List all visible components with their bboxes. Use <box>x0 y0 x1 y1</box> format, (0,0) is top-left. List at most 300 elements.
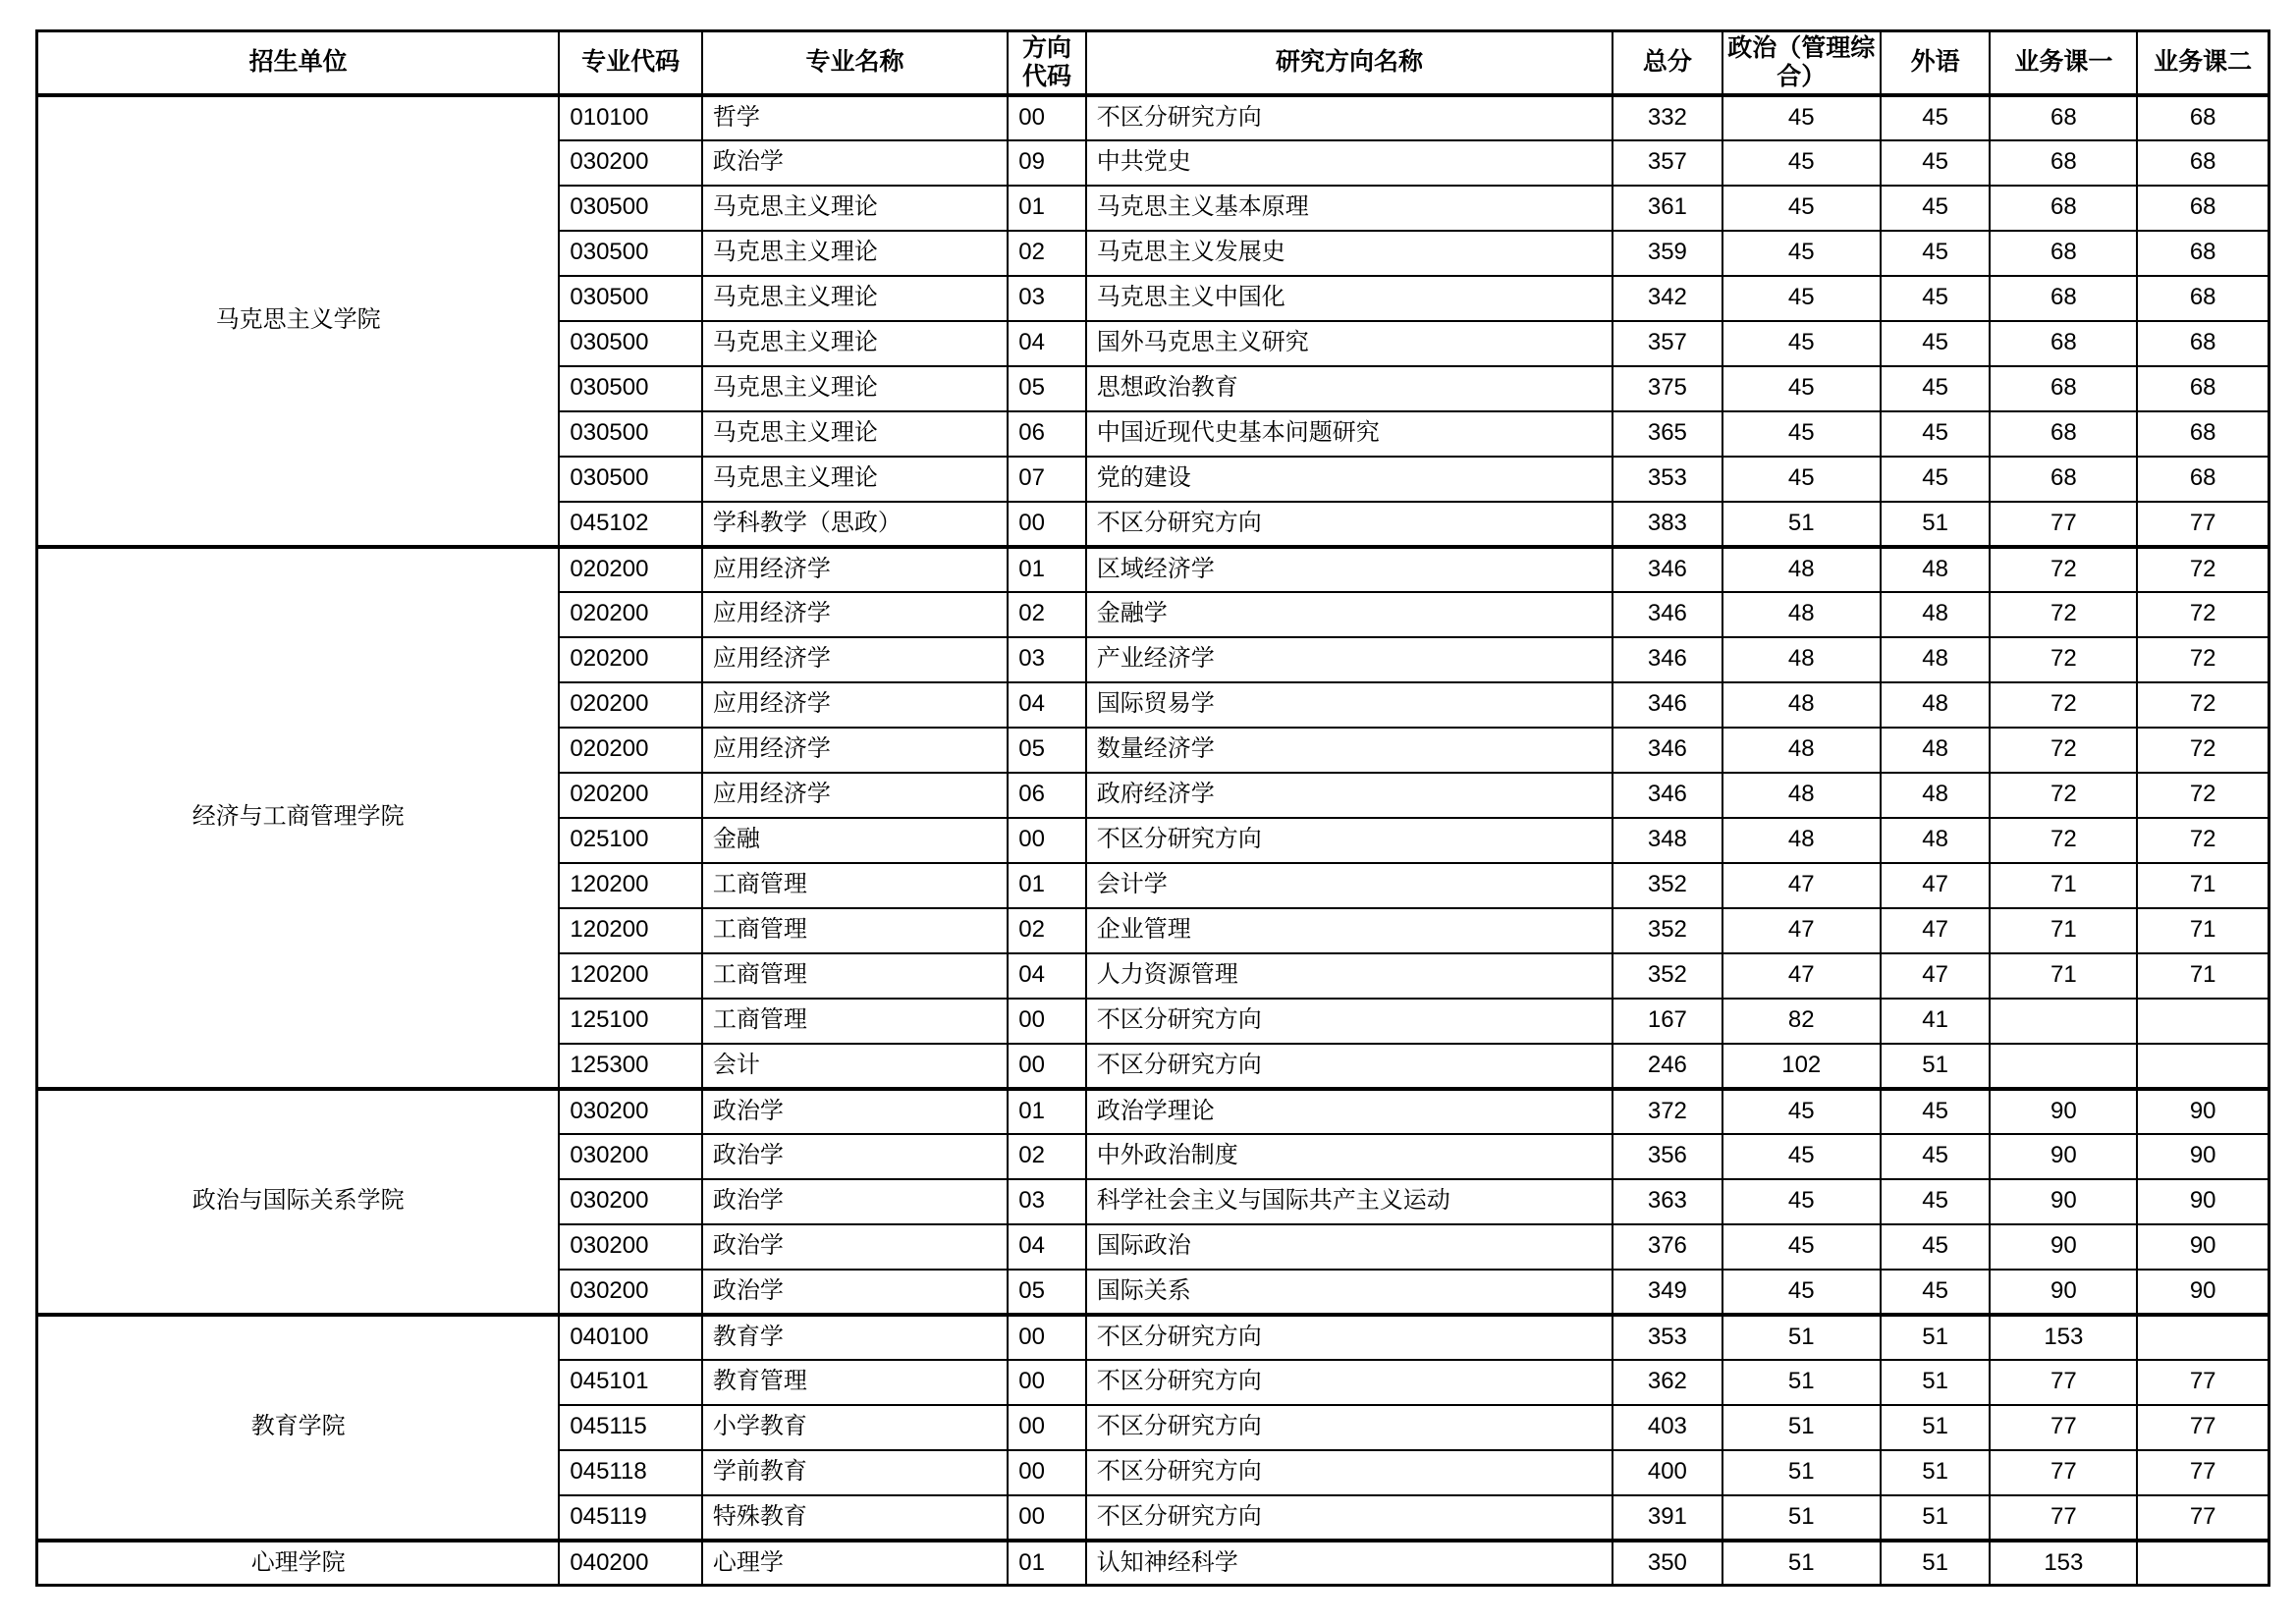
course-two-score-cell: 68 <box>2137 140 2269 186</box>
politics-score-cell: 47 <box>1722 863 1881 908</box>
foreign-language-score-cell: 45 <box>1881 276 1990 321</box>
total-score-cell: 383 <box>1613 502 1722 547</box>
table-row <box>37 1089 2269 1134</box>
direction-code-cell: 00 <box>1008 999 1086 1044</box>
header-major-code: 专业代码 <box>559 31 701 95</box>
direction-name-cell: 马克思主义基本原理 <box>1086 186 1613 231</box>
politics-score-cell: 82 <box>1722 999 1881 1044</box>
course-one-score-cell: 68 <box>1990 186 2137 231</box>
direction-code-cell: 00 <box>1008 818 1086 863</box>
major-name-cell: 政治学 <box>702 140 1008 186</box>
major-code-cell: 020200 <box>559 773 701 818</box>
politics-score-cell: 45 <box>1722 95 1881 140</box>
direction-code-cell: 01 <box>1008 863 1086 908</box>
foreign-language-score-cell: 47 <box>1881 908 1990 953</box>
course-one-score-cell: 77 <box>1990 1450 2137 1495</box>
major-name-cell: 特殊教育 <box>702 1495 1008 1541</box>
total-score-cell: 332 <box>1613 95 1722 140</box>
politics-score-cell: 51 <box>1722 502 1881 547</box>
header-major-name: 专业名称 <box>702 31 1008 95</box>
admission-unit-cell: 教育学院 <box>37 1315 560 1541</box>
direction-name-cell: 不区分研究方向 <box>1086 999 1613 1044</box>
direction-name-cell: 企业管理 <box>1086 908 1613 953</box>
course-one-score-cell: 153 <box>1990 1315 2137 1360</box>
course-one-score-cell: 68 <box>1990 95 2137 140</box>
total-score-cell: 346 <box>1613 773 1722 818</box>
course-one-score-cell: 90 <box>1990 1179 2137 1224</box>
direction-code-cell: 04 <box>1008 1224 1086 1270</box>
direction-name-cell: 国际政治 <box>1086 1224 1613 1270</box>
major-name-cell: 应用经济学 <box>702 637 1008 682</box>
foreign-language-score-cell: 45 <box>1881 231 1990 276</box>
total-score-cell: 372 <box>1613 1089 1722 1134</box>
direction-code-cell: 04 <box>1008 953 1086 999</box>
course-two-score-cell: 90 <box>2137 1089 2269 1134</box>
major-name-cell: 马克思主义理论 <box>702 366 1008 411</box>
foreign-language-score-cell: 51 <box>1881 1495 1990 1541</box>
course-one-score-cell: 153 <box>1990 1541 2137 1586</box>
major-code-cell: 120200 <box>559 863 701 908</box>
direction-code-cell: 01 <box>1008 547 1086 592</box>
major-name-cell: 工商管理 <box>702 999 1008 1044</box>
politics-score-cell: 51 <box>1722 1405 1881 1450</box>
course-one-score-cell: 90 <box>1990 1089 2137 1134</box>
direction-code-cell: 02 <box>1008 908 1086 953</box>
course-one-score-cell: 68 <box>1990 321 2137 366</box>
course-two-score-cell: 71 <box>2137 863 2269 908</box>
major-code-cell: 030200 <box>559 1224 701 1270</box>
table-row <box>37 95 2269 140</box>
foreign-language-score-cell: 48 <box>1881 547 1990 592</box>
course-two-score-cell: 72 <box>2137 682 2269 728</box>
total-score-cell: 357 <box>1613 140 1722 186</box>
foreign-language-score-cell: 45 <box>1881 366 1990 411</box>
politics-score-cell: 45 <box>1722 1134 1881 1179</box>
major-name-cell: 工商管理 <box>702 953 1008 999</box>
table-header <box>37 31 2269 95</box>
direction-name-cell: 不区分研究方向 <box>1086 1360 1613 1405</box>
direction-name-cell: 国外马克思主义研究 <box>1086 321 1613 366</box>
politics-score-cell: 51 <box>1722 1541 1881 1586</box>
header-foreign-language: 外语 <box>1881 31 1990 95</box>
major-name-cell: 心理学 <box>702 1541 1008 1586</box>
major-name-cell: 工商管理 <box>702 863 1008 908</box>
foreign-language-score-cell: 48 <box>1881 818 1990 863</box>
total-score-cell: 167 <box>1613 999 1722 1044</box>
total-score-cell: 346 <box>1613 592 1722 637</box>
header-admission-unit: 招生单位 <box>37 31 560 95</box>
admission-unit-cell: 经济与工商管理学院 <box>37 547 560 1089</box>
course-one-score-cell: 77 <box>1990 1360 2137 1405</box>
course-two-score-cell: 72 <box>2137 637 2269 682</box>
total-score-cell: 357 <box>1613 321 1722 366</box>
direction-name-cell: 政府经济学 <box>1086 773 1613 818</box>
major-name-cell: 哲学 <box>702 95 1008 140</box>
course-one-score-cell: 68 <box>1990 276 2137 321</box>
direction-code-cell: 00 <box>1008 1405 1086 1450</box>
foreign-language-score-cell: 45 <box>1881 140 1990 186</box>
direction-code-cell: 09 <box>1008 140 1086 186</box>
direction-name-cell: 不区分研究方向 <box>1086 1450 1613 1495</box>
major-name-cell: 应用经济学 <box>702 547 1008 592</box>
direction-code-cell: 00 <box>1008 95 1086 140</box>
major-code-cell: 045119 <box>559 1495 701 1541</box>
table-row <box>37 1541 2269 1586</box>
direction-name-cell: 不区分研究方向 <box>1086 1405 1613 1450</box>
major-name-cell: 金融 <box>702 818 1008 863</box>
major-name-cell: 马克思主义理论 <box>702 186 1008 231</box>
major-code-cell: 125300 <box>559 1044 701 1089</box>
total-score-cell: 346 <box>1613 637 1722 682</box>
total-score-cell: 246 <box>1613 1044 1722 1089</box>
course-one-score-cell: 72 <box>1990 728 2137 773</box>
major-name-cell: 马克思主义理论 <box>702 276 1008 321</box>
politics-score-cell: 48 <box>1722 637 1881 682</box>
major-code-cell: 040100 <box>559 1315 701 1360</box>
course-two-score-cell: 68 <box>2137 411 2269 457</box>
total-score-cell: 352 <box>1613 908 1722 953</box>
major-code-cell: 020200 <box>559 682 701 728</box>
total-score-cell: 375 <box>1613 366 1722 411</box>
direction-code-cell: 02 <box>1008 231 1086 276</box>
politics-score-cell: 47 <box>1722 953 1881 999</box>
foreign-language-score-cell: 48 <box>1881 592 1990 637</box>
politics-score-cell: 47 <box>1722 908 1881 953</box>
foreign-language-score-cell: 45 <box>1881 1179 1990 1224</box>
course-one-score-cell: 72 <box>1990 818 2137 863</box>
course-one-score-cell: 68 <box>1990 140 2137 186</box>
direction-name-cell: 会计学 <box>1086 863 1613 908</box>
course-two-score-cell: 72 <box>2137 818 2269 863</box>
major-name-cell: 政治学 <box>702 1134 1008 1179</box>
major-code-cell: 030500 <box>559 231 701 276</box>
politics-score-cell: 45 <box>1722 321 1881 366</box>
politics-score-cell: 45 <box>1722 411 1881 457</box>
foreign-language-score-cell: 47 <box>1881 953 1990 999</box>
course-one-score-cell: 72 <box>1990 637 2137 682</box>
foreign-language-score-cell: 48 <box>1881 682 1990 728</box>
direction-code-cell: 00 <box>1008 1360 1086 1405</box>
total-score-cell: 391 <box>1613 1495 1722 1541</box>
course-two-score-cell <box>2137 1044 2269 1089</box>
direction-code-cell: 06 <box>1008 411 1086 457</box>
major-name-cell: 应用经济学 <box>702 682 1008 728</box>
direction-name-cell: 不区分研究方向 <box>1086 95 1613 140</box>
major-code-cell: 120200 <box>559 953 701 999</box>
direction-code-cell: 00 <box>1008 1044 1086 1089</box>
course-two-score-cell: 68 <box>2137 186 2269 231</box>
course-two-score-cell: 68 <box>2137 457 2269 502</box>
direction-name-cell: 产业经济学 <box>1086 637 1613 682</box>
header-direction-code: 方向代码 <box>1008 31 1086 95</box>
direction-code-cell: 06 <box>1008 773 1086 818</box>
direction-name-cell: 不区分研究方向 <box>1086 502 1613 547</box>
header-total-score: 总分 <box>1613 31 1722 95</box>
foreign-language-score-cell: 45 <box>1881 186 1990 231</box>
major-name-cell: 应用经济学 <box>702 773 1008 818</box>
admission-unit-cell: 马克思主义学院 <box>37 95 560 547</box>
foreign-language-score-cell: 51 <box>1881 1405 1990 1450</box>
total-score-cell: 348 <box>1613 818 1722 863</box>
course-one-score-cell: 72 <box>1990 547 2137 592</box>
score-table-body <box>37 95 2269 1586</box>
direction-code-cell: 03 <box>1008 276 1086 321</box>
politics-score-cell: 102 <box>1722 1044 1881 1089</box>
course-two-score-cell: 90 <box>2137 1179 2269 1224</box>
course-one-score-cell: 68 <box>1990 457 2137 502</box>
total-score-cell: 350 <box>1613 1541 1722 1586</box>
direction-name-cell: 不区分研究方向 <box>1086 1495 1613 1541</box>
direction-name-cell: 数量经济学 <box>1086 728 1613 773</box>
table-row <box>37 547 2269 592</box>
direction-code-cell: 00 <box>1008 502 1086 547</box>
major-code-cell: 020200 <box>559 728 701 773</box>
politics-score-cell: 45 <box>1722 186 1881 231</box>
politics-score-cell: 48 <box>1722 728 1881 773</box>
course-two-score-cell: 90 <box>2137 1134 2269 1179</box>
major-code-cell: 025100 <box>559 818 701 863</box>
major-code-cell: 040200 <box>559 1541 701 1586</box>
total-score-cell: 356 <box>1613 1134 1722 1179</box>
major-code-cell: 045115 <box>559 1405 701 1450</box>
direction-code-cell: 02 <box>1008 1134 1086 1179</box>
total-score-cell: 346 <box>1613 547 1722 592</box>
politics-score-cell: 45 <box>1722 1089 1881 1134</box>
foreign-language-score-cell: 48 <box>1881 637 1990 682</box>
major-name-cell: 工商管理 <box>702 908 1008 953</box>
course-one-score-cell: 68 <box>1990 231 2137 276</box>
major-code-cell: 010100 <box>559 95 701 140</box>
total-score-cell: 359 <box>1613 231 1722 276</box>
direction-name-cell: 思想政治教育 <box>1086 366 1613 411</box>
major-code-cell: 030200 <box>559 1270 701 1315</box>
course-one-score-cell: 71 <box>1990 863 2137 908</box>
direction-code-cell: 07 <box>1008 457 1086 502</box>
politics-score-cell: 48 <box>1722 818 1881 863</box>
admission-unit-cell: 政治与国际关系学院 <box>37 1089 560 1315</box>
major-code-cell: 030500 <box>559 457 701 502</box>
major-name-cell: 教育学 <box>702 1315 1008 1360</box>
foreign-language-score-cell: 51 <box>1881 1044 1990 1089</box>
course-two-score-cell: 90 <box>2137 1224 2269 1270</box>
course-one-score-cell: 68 <box>1990 411 2137 457</box>
course-one-score-cell: 72 <box>1990 592 2137 637</box>
total-score-cell: 362 <box>1613 1360 1722 1405</box>
politics-score-cell: 45 <box>1722 1224 1881 1270</box>
admission-score-table-container <box>35 29 2270 1587</box>
admission-score-table <box>35 29 2270 1587</box>
direction-name-cell: 中共党史 <box>1086 140 1613 186</box>
course-one-score-cell <box>1990 1044 2137 1089</box>
foreign-language-score-cell: 45 <box>1881 1224 1990 1270</box>
major-name-cell: 马克思主义理论 <box>702 231 1008 276</box>
total-score-cell: 349 <box>1613 1270 1722 1315</box>
major-code-cell: 030200 <box>559 1134 701 1179</box>
admission-unit-cell: 心理学院 <box>37 1541 560 1586</box>
foreign-language-score-cell: 45 <box>1881 1134 1990 1179</box>
major-code-cell: 045118 <box>559 1450 701 1495</box>
foreign-language-score-cell: 48 <box>1881 773 1990 818</box>
direction-name-cell: 马克思主义发展史 <box>1086 231 1613 276</box>
direction-name-cell: 金融学 <box>1086 592 1613 637</box>
foreign-language-score-cell: 41 <box>1881 999 1990 1044</box>
major-name-cell: 马克思主义理论 <box>702 411 1008 457</box>
total-score-cell: 353 <box>1613 457 1722 502</box>
course-one-score-cell: 68 <box>1990 366 2137 411</box>
direction-code-cell: 00 <box>1008 1315 1086 1360</box>
politics-score-cell: 51 <box>1722 1495 1881 1541</box>
total-score-cell: 342 <box>1613 276 1722 321</box>
major-name-cell: 会计 <box>702 1044 1008 1089</box>
header-course-two: 业务课二 <box>2137 31 2269 95</box>
course-one-score-cell: 90 <box>1990 1224 2137 1270</box>
direction-code-cell: 02 <box>1008 592 1086 637</box>
politics-score-cell: 45 <box>1722 231 1881 276</box>
course-two-score-cell: 71 <box>2137 908 2269 953</box>
total-score-cell: 352 <box>1613 953 1722 999</box>
major-name-cell: 应用经济学 <box>702 728 1008 773</box>
course-two-score-cell: 77 <box>2137 1450 2269 1495</box>
course-two-score-cell: 68 <box>2137 231 2269 276</box>
politics-score-cell: 45 <box>1722 276 1881 321</box>
foreign-language-score-cell: 51 <box>1881 502 1990 547</box>
direction-name-cell: 中国近现代史基本问题研究 <box>1086 411 1613 457</box>
total-score-cell: 353 <box>1613 1315 1722 1360</box>
foreign-language-score-cell: 45 <box>1881 1089 1990 1134</box>
direction-name-cell: 人力资源管理 <box>1086 953 1613 999</box>
total-score-cell: 346 <box>1613 728 1722 773</box>
direction-code-cell: 01 <box>1008 1089 1086 1134</box>
politics-score-cell: 48 <box>1722 592 1881 637</box>
foreign-language-score-cell: 47 <box>1881 863 1990 908</box>
politics-score-cell: 51 <box>1722 1315 1881 1360</box>
major-name-cell: 小学教育 <box>702 1405 1008 1450</box>
course-two-score-cell: 68 <box>2137 366 2269 411</box>
major-name-cell: 政治学 <box>702 1270 1008 1315</box>
major-name-cell: 应用经济学 <box>702 592 1008 637</box>
direction-name-cell: 科学社会主义与国际共产主义运动 <box>1086 1179 1613 1224</box>
major-code-cell: 030500 <box>559 411 701 457</box>
foreign-language-score-cell: 45 <box>1881 457 1990 502</box>
course-one-score-cell: 72 <box>1990 682 2137 728</box>
major-name-cell: 政治学 <box>702 1089 1008 1134</box>
total-score-cell: 346 <box>1613 682 1722 728</box>
politics-score-cell: 51 <box>1722 1360 1881 1405</box>
course-one-score-cell: 77 <box>1990 1495 2137 1541</box>
course-one-score-cell: 72 <box>1990 773 2137 818</box>
course-two-score-cell: 68 <box>2137 321 2269 366</box>
major-name-cell: 学科教学（思政） <box>702 502 1008 547</box>
foreign-language-score-cell: 45 <box>1881 95 1990 140</box>
major-name-cell: 政治学 <box>702 1179 1008 1224</box>
course-two-score-cell <box>2137 1541 2269 1586</box>
foreign-language-score-cell: 51 <box>1881 1450 1990 1495</box>
major-code-cell: 030200 <box>559 1179 701 1224</box>
direction-code-cell: 00 <box>1008 1450 1086 1495</box>
major-code-cell: 030200 <box>559 1089 701 1134</box>
course-one-score-cell: 77 <box>1990 1405 2137 1450</box>
course-two-score-cell: 77 <box>2137 1495 2269 1541</box>
politics-score-cell: 45 <box>1722 457 1881 502</box>
direction-code-cell: 04 <box>1008 321 1086 366</box>
direction-name-cell: 党的建设 <box>1086 457 1613 502</box>
foreign-language-score-cell: 45 <box>1881 1270 1990 1315</box>
course-two-score-cell: 68 <box>2137 276 2269 321</box>
course-one-score-cell: 90 <box>1990 1134 2137 1179</box>
major-code-cell: 020200 <box>559 547 701 592</box>
direction-code-cell: 03 <box>1008 1179 1086 1224</box>
header-row <box>37 31 2269 95</box>
major-code-cell: 125100 <box>559 999 701 1044</box>
course-two-score-cell <box>2137 1315 2269 1360</box>
direction-name-cell: 中外政治制度 <box>1086 1134 1613 1179</box>
politics-score-cell: 45 <box>1722 366 1881 411</box>
major-code-cell: 020200 <box>559 592 701 637</box>
direction-code-cell: 05 <box>1008 1270 1086 1315</box>
course-two-score-cell: 68 <box>2137 95 2269 140</box>
politics-score-cell: 48 <box>1722 682 1881 728</box>
politics-score-cell: 45 <box>1722 140 1881 186</box>
course-two-score-cell: 72 <box>2137 728 2269 773</box>
major-code-cell: 030200 <box>559 140 701 186</box>
course-one-score-cell <box>1990 999 2137 1044</box>
foreign-language-score-cell: 51 <box>1881 1360 1990 1405</box>
direction-name-cell: 国际贸易学 <box>1086 682 1613 728</box>
total-score-cell: 400 <box>1613 1450 1722 1495</box>
direction-code-cell: 05 <box>1008 728 1086 773</box>
direction-name-cell: 不区分研究方向 <box>1086 1044 1613 1089</box>
total-score-cell: 363 <box>1613 1179 1722 1224</box>
direction-code-cell: 01 <box>1008 186 1086 231</box>
course-two-score-cell <box>2137 999 2269 1044</box>
foreign-language-score-cell: 48 <box>1881 728 1990 773</box>
direction-name-cell: 区域经济学 <box>1086 547 1613 592</box>
total-score-cell: 352 <box>1613 863 1722 908</box>
direction-name-cell: 认知神经科学 <box>1086 1541 1613 1586</box>
course-one-score-cell: 71 <box>1990 953 2137 999</box>
course-one-score-cell: 71 <box>1990 908 2137 953</box>
major-name-cell: 教育管理 <box>702 1360 1008 1405</box>
foreign-language-score-cell: 45 <box>1881 321 1990 366</box>
politics-score-cell: 48 <box>1722 773 1881 818</box>
total-score-cell: 403 <box>1613 1405 1722 1450</box>
major-code-cell: 030500 <box>559 186 701 231</box>
total-score-cell: 361 <box>1613 186 1722 231</box>
course-one-score-cell: 90 <box>1990 1270 2137 1315</box>
major-name-cell: 学前教育 <box>702 1450 1008 1495</box>
politics-score-cell: 45 <box>1722 1179 1881 1224</box>
major-code-cell: 020200 <box>559 637 701 682</box>
politics-score-cell: 48 <box>1722 547 1881 592</box>
direction-code-cell: 03 <box>1008 637 1086 682</box>
direction-name-cell: 不区分研究方向 <box>1086 818 1613 863</box>
course-two-score-cell: 77 <box>2137 1360 2269 1405</box>
course-two-score-cell: 77 <box>2137 1405 2269 1450</box>
direction-code-cell: 05 <box>1008 366 1086 411</box>
direction-code-cell: 04 <box>1008 682 1086 728</box>
politics-score-cell: 51 <box>1722 1450 1881 1495</box>
direction-name-cell: 国际关系 <box>1086 1270 1613 1315</box>
major-code-cell: 030500 <box>559 366 701 411</box>
major-name-cell: 马克思主义理论 <box>702 457 1008 502</box>
course-two-score-cell: 77 <box>2137 502 2269 547</box>
direction-name-cell: 政治学理论 <box>1086 1089 1613 1134</box>
course-two-score-cell: 71 <box>2137 953 2269 999</box>
politics-score-cell: 45 <box>1722 1270 1881 1315</box>
direction-code-cell: 01 <box>1008 1541 1086 1586</box>
course-two-score-cell: 72 <box>2137 547 2269 592</box>
major-code-cell: 045101 <box>559 1360 701 1405</box>
